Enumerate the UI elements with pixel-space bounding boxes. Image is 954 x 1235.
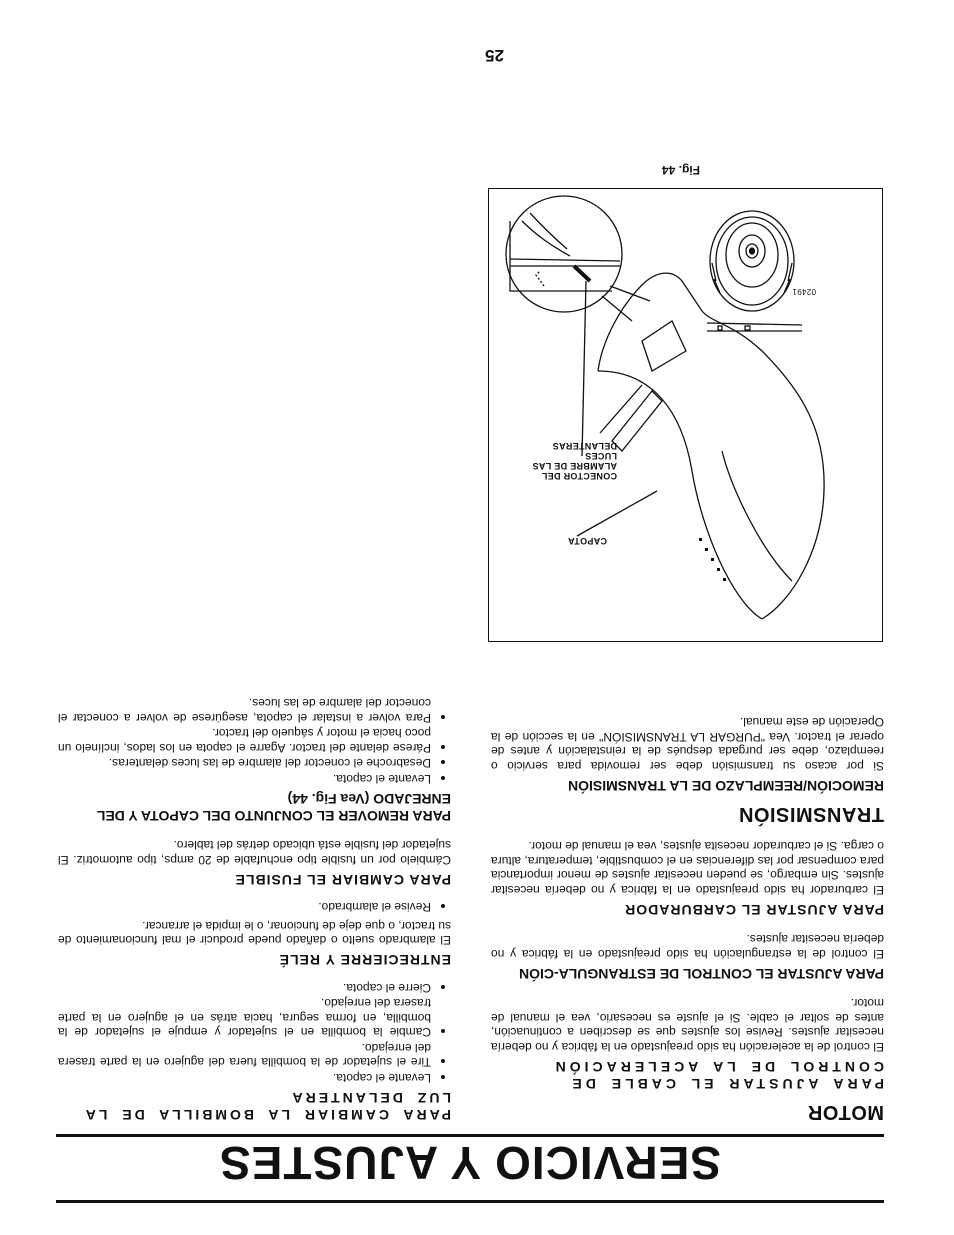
- grille-front: [612, 391, 662, 451]
- fuse-text: Cámbielo por un fusible tipo enchufable de 20 amps, tipo automotriz. El sujetador del fusible está ubicado detrás del tablero.: [58, 838, 451, 867]
- figure-caption: Fig. 44: [661, 163, 700, 177]
- hood-label: CAPOTA: [567, 536, 607, 546]
- hood-removal-heading: PARA REMOVER EL CONJUNTO DEL CAPOTA Y DEL ENREJADO (Vea Fig. 44): [97, 791, 451, 824]
- list-item: • Párese delante del tractor. Agarre el capota en los lados, inclínelo un poco hacia el motor y sáquelo del tractor.: [58, 726, 431, 755]
- transmission-removal-heading: REMOCIÓN/REEMPLAZO DE LA TRANSMISIÓN: [567, 778, 884, 794]
- transmission-text: Si por acaso su transmisión debe ser removida para servicio o reemplazo, debe ser purgada después de la reinstalación y antes de operar el tractor. Vea "PURGAR LA TRANSMISIÓN" en la sección de la Operación de este manual.: [491, 715, 884, 773]
- list-item: • Desabroche el conector del alambre de las luces delanteras.: [58, 756, 431, 771]
- page-number: 25: [485, 46, 504, 65]
- hood-pointer-line: [577, 491, 657, 536]
- headlight-bulb-heading: PARA CAMBIAR LA BOMBILLA DE LA LUZ DELANTERA: [83, 1090, 451, 1123]
- interlock-relay-steps: [58, 900, 451, 915]
- fuse-heading: PARA CAMBIAR EL FUSIBLE: [234, 872, 451, 888]
- list-item: • Cambie la bombilla en el sujetador y empuje el sujetador de la bombilla, en forma segura, hacia atrás en el agujero en la parte trasera del enrejado.: [58, 996, 431, 1040]
- interlock-relay-heading: ENTRECIERRE Y RELÉ: [278, 952, 451, 969]
- list-item: • Para volver a instalar el capota, asegúrese de volver a conectar el conector del alambre de las luces.: [58, 696, 431, 725]
- left-column: [491, 701, 884, 1123]
- motor-heading: MOTOR: [807, 1101, 884, 1123]
- right-column: [58, 684, 451, 1123]
- list-item: • Revise el alambrado.: [58, 900, 431, 915]
- throttle-cable-text: El control de la aceleración ha sido preajustado en la fábrica y no debería necesitar ajustes. Revise los ajustes que se describen a continuación, antes de soltar el cable. Si el ajuste es necesario, vea el manual de motor.: [491, 996, 884, 1054]
- choke-text: El control de la estrangulación ha sido preajustado en la fábrica y no debería necesitar ajustes.: [491, 932, 884, 961]
- page-banner: SERVICIO Y AJUSTES: [218, 1137, 722, 1189]
- list-item: • Levante el capota.: [58, 772, 431, 787]
- banner-rule: [56, 1134, 884, 1137]
- carburetor-heading: PARA AJUSTAR EL CARBURADOR: [624, 902, 884, 918]
- list-item: • Cierre el capota.: [58, 981, 431, 996]
- hood-removal-steps: [58, 696, 451, 786]
- detail-magnifier: [506, 196, 650, 321]
- top-rule: [56, 1200, 884, 1203]
- carburetor-text: El carburador ha sido preajustado en la fábrica y no debería necesitar ajustes. Sin embargo, se pueden necesitar ajustes de menor importancia para compensar por las diferencias en el combustible, temperatura, altura o carga. Si el carburador necesita ajustes, vea el manual de motor.: [491, 839, 884, 897]
- throttle-cable-heading: PARA AJUSTAR EL CABLE DE CONTROL DE LA ACELERACIÓN: [551, 1059, 884, 1092]
- figure-44: [488, 188, 883, 642]
- headlight-housing: [642, 321, 686, 371]
- headlight-bulb-steps: [58, 981, 451, 1086]
- interlock-relay-text: El alambrado suelto o dañado puede producir el mal funcionamiento de su tractor, o que deje de funcionar, o le impida el arrancar.: [58, 919, 451, 948]
- transmission-heading: TRANSMISIÓN: [738, 803, 884, 825]
- hood-illustration: [489, 189, 882, 641]
- connector-label: CONECTOR DEL ALAMBRE DE LAS LUCES DELANTERAS: [532, 441, 617, 481]
- choke-heading: PARA AJUSTAR EL CONTROL DE ESTRANGULA-CIÓN: [518, 966, 884, 982]
- part-number: 02491: [792, 287, 816, 296]
- list-item: • Levante el capota.: [58, 1071, 431, 1086]
- list-item: • Tire el sujetador de la bombilla fuera del agujero en la parte trasera del enrejado.: [58, 1041, 431, 1070]
- tire-wheel: [710, 211, 794, 311]
